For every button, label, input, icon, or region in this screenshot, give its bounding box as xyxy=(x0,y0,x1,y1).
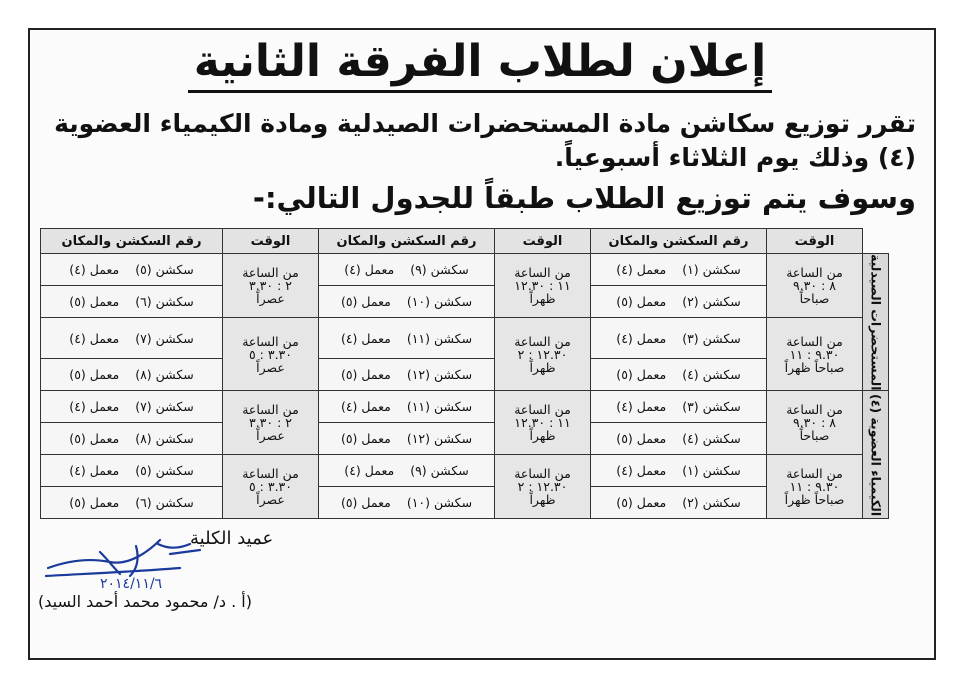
section-number: سكشن (٢) xyxy=(682,495,741,511)
lab-number: معمل (٤) xyxy=(616,262,667,277)
header-time: الوقت xyxy=(495,229,591,254)
lab-number: معمل (٥) xyxy=(340,294,391,309)
time-text: ٢ : ٣.٣٠ xyxy=(248,278,292,293)
handwritten-date: ٢٠١٤/١١/٦ xyxy=(100,576,163,590)
time-text: صباحاً xyxy=(799,428,830,444)
section-number: سكشن (٧) xyxy=(135,399,194,415)
section-number: سكشن (٧) xyxy=(135,330,194,346)
section-number: سكشن (١٢) xyxy=(406,431,473,447)
time-text: من الساعة xyxy=(786,466,843,482)
section-cell xyxy=(319,318,495,359)
lab-number: معمل (٤) xyxy=(616,330,667,346)
section-cell xyxy=(591,359,767,391)
table-row xyxy=(41,391,889,423)
dean-title: عميد الكلية xyxy=(190,528,274,549)
time-text: من الساعة xyxy=(786,265,843,280)
dean-name: (أ . د/ محمود محمد أحمد السيد) xyxy=(38,592,252,611)
section-cell xyxy=(41,391,223,423)
lab-number: معمل (٥) xyxy=(340,431,391,447)
lab-number: معمل (٤) xyxy=(344,262,395,277)
time-text: عصراً xyxy=(256,359,285,375)
time-text: عصراً xyxy=(256,428,285,444)
lab-number: معمل (٤) xyxy=(340,399,391,415)
time-cell xyxy=(767,391,863,455)
section-number: سكشن (١٢) xyxy=(406,367,473,383)
time-text: صباحاً ظهراً xyxy=(784,492,845,508)
time-text: ظهراً xyxy=(529,359,556,375)
lab-number: معمل (٤) xyxy=(69,330,120,346)
time-text: من الساعة xyxy=(242,265,299,280)
section-number: سكشن (٣) xyxy=(682,399,741,415)
time-text: ١٢.٣٠ : ٢ xyxy=(517,346,568,362)
table-row xyxy=(41,254,889,286)
time-text: من الساعة xyxy=(786,333,843,349)
subject-label xyxy=(863,391,889,519)
time-cell xyxy=(495,318,591,391)
section-number: سكشن (١٠) xyxy=(406,294,473,309)
section-number: سكشن (١) xyxy=(682,262,741,277)
table-row xyxy=(41,286,889,318)
time-cell xyxy=(223,391,319,455)
subject-label xyxy=(863,254,889,391)
lab-number: معمل (٥) xyxy=(69,367,120,383)
section-number: سكشن (٤) xyxy=(682,431,741,447)
time-cell xyxy=(223,455,319,519)
time-text: من الساعة xyxy=(242,466,299,482)
section-cell xyxy=(319,254,495,286)
header-section: رقم السكشن والمكان xyxy=(41,229,223,254)
handwritten-signature xyxy=(40,530,210,590)
section-cell xyxy=(591,254,767,286)
time-text: عصراً xyxy=(256,291,285,306)
time-text: صباحاً ظهراً xyxy=(784,359,845,375)
time-text: من الساعة xyxy=(514,333,571,349)
subject-name: المستحضرات الصيدلية xyxy=(868,254,884,391)
section-number: سكشن (٩) xyxy=(410,262,469,277)
time-text: ٩.٣٠ : ١١ xyxy=(789,346,840,362)
lab-number: معمل (٥) xyxy=(616,431,667,447)
section-cell xyxy=(41,487,223,519)
time-text: ٩.٣٠ : ١١ xyxy=(789,479,840,495)
section-cell xyxy=(41,286,223,318)
time-text: ظهراً xyxy=(529,428,556,444)
section-cell xyxy=(41,254,223,286)
section-number: سكشن (٦) xyxy=(135,495,194,511)
section-cell xyxy=(591,455,767,487)
section-number: سكشن (٨) xyxy=(135,367,194,383)
intro-line-2: (٤) وذلك يوم الثلاثاء أسبوعياً. xyxy=(554,143,916,172)
lab-number: معمل (٤) xyxy=(616,399,667,415)
section-number: سكشن (٦) xyxy=(135,294,194,309)
time-text: ظهراً xyxy=(529,291,556,306)
lab-number: معمل (٥) xyxy=(616,367,667,383)
section-number: سكشن (٨) xyxy=(135,431,194,447)
section-number: سكشن (٩) xyxy=(410,463,469,479)
section-cell xyxy=(591,286,767,318)
schedule-table xyxy=(40,228,889,519)
section-cell xyxy=(41,359,223,391)
time-cell xyxy=(495,254,591,318)
time-text: من الساعة xyxy=(786,402,843,418)
time-cell xyxy=(495,391,591,455)
lab-number: معمل (٥) xyxy=(340,367,391,383)
schedule-body xyxy=(41,254,889,519)
lab-number: معمل (٥) xyxy=(69,294,120,309)
time-text: من الساعة xyxy=(514,466,571,482)
header-time: الوقت xyxy=(223,229,319,254)
lab-number: معمل (٥) xyxy=(616,294,667,309)
lab-number: معمل (٥) xyxy=(69,495,120,511)
section-cell xyxy=(319,286,495,318)
section-number: سكشن (١١) xyxy=(406,399,473,415)
section-number: سكشن (١٠) xyxy=(406,495,473,511)
time-text: من الساعة xyxy=(242,333,299,349)
section-cell xyxy=(41,455,223,487)
section-cell xyxy=(591,391,767,423)
section-cell xyxy=(41,318,223,359)
time-cell xyxy=(223,318,319,391)
header-corner xyxy=(863,229,889,254)
lab-number: معمل (٤) xyxy=(340,330,391,346)
time-cell xyxy=(223,254,319,318)
section-number: سكشن (٥) xyxy=(135,262,194,277)
section-number: سكشن (٣) xyxy=(682,330,741,346)
lab-number: معمل (٥) xyxy=(616,495,667,511)
lab-number: معمل (٤) xyxy=(344,463,395,479)
time-text: ٨ : ٩.٣٠ xyxy=(792,278,836,293)
table-row xyxy=(41,423,889,455)
table-row xyxy=(41,487,889,519)
time-text: ٢ : ٣.٣٠ xyxy=(248,415,292,431)
section-number: سكشن (١) xyxy=(682,463,741,479)
header-section: رقم السكشن والمكان xyxy=(591,229,767,254)
time-text: ١١ : ١٢.٣٠ xyxy=(514,278,571,293)
time-cell xyxy=(495,455,591,519)
time-text: من الساعة xyxy=(514,402,571,418)
lab-number: معمل (٤) xyxy=(69,399,120,415)
time-text: ظهراً xyxy=(529,492,556,508)
header-time: الوقت xyxy=(767,229,863,254)
table-row xyxy=(41,359,889,391)
time-text: من الساعة xyxy=(514,265,571,280)
section-number: سكشن (٤) xyxy=(682,367,741,383)
time-text: صباحاً xyxy=(799,291,830,306)
header-section: رقم السكشن والمكان xyxy=(319,229,495,254)
time-text: من الساعة xyxy=(242,402,299,418)
time-cell xyxy=(767,318,863,391)
section-number: سكشن (٥) xyxy=(135,463,194,479)
section-cell xyxy=(319,359,495,391)
time-text: ١٢.٣٠ : ٢ xyxy=(517,479,568,495)
title-text: إعلان لطلاب الفرقة الثانية xyxy=(188,34,772,93)
intro-line-3: وسوف يتم توزيع الطلاب طبقاً للجدول التالي:- xyxy=(252,181,916,215)
time-text: ١١ : ١٢.٣٠ xyxy=(514,415,571,431)
section-cell xyxy=(591,487,767,519)
time-text: ٨ : ٩.٣٠ xyxy=(792,415,836,431)
time-text: عصراً xyxy=(256,492,285,508)
section-cell xyxy=(319,423,495,455)
lab-number: معمل (٤) xyxy=(616,463,667,479)
time-cell xyxy=(767,455,863,519)
time-cell xyxy=(767,254,863,318)
section-cell xyxy=(319,487,495,519)
intro-line-1: تقرر توزيع سكاشن مادة المستحضرات الصيدلية ومادة الكيمياء العضوية xyxy=(54,109,916,138)
section-cell xyxy=(41,423,223,455)
lab-number: معمل (٤) xyxy=(69,262,120,277)
section-cell xyxy=(319,455,495,487)
announcement-title xyxy=(0,34,960,93)
section-number: سكشن (١١) xyxy=(406,330,473,346)
lab-number: معمل (٥) xyxy=(340,495,391,511)
section-cell xyxy=(591,423,767,455)
subject-name: الكيمياء العضوية (٤) xyxy=(868,393,884,517)
section-number: سكشن (٢) xyxy=(682,294,741,309)
header-row xyxy=(41,229,889,254)
time-text: ٣.٣٠ : ٥ xyxy=(248,479,292,495)
time-text: ٣.٣٠ : ٥ xyxy=(248,346,292,362)
section-cell xyxy=(591,318,767,359)
lab-number: معمل (٥) xyxy=(69,431,120,447)
table-row xyxy=(41,318,889,359)
lab-number: معمل (٤) xyxy=(69,463,120,479)
section-cell xyxy=(319,391,495,423)
table-row xyxy=(41,455,889,487)
